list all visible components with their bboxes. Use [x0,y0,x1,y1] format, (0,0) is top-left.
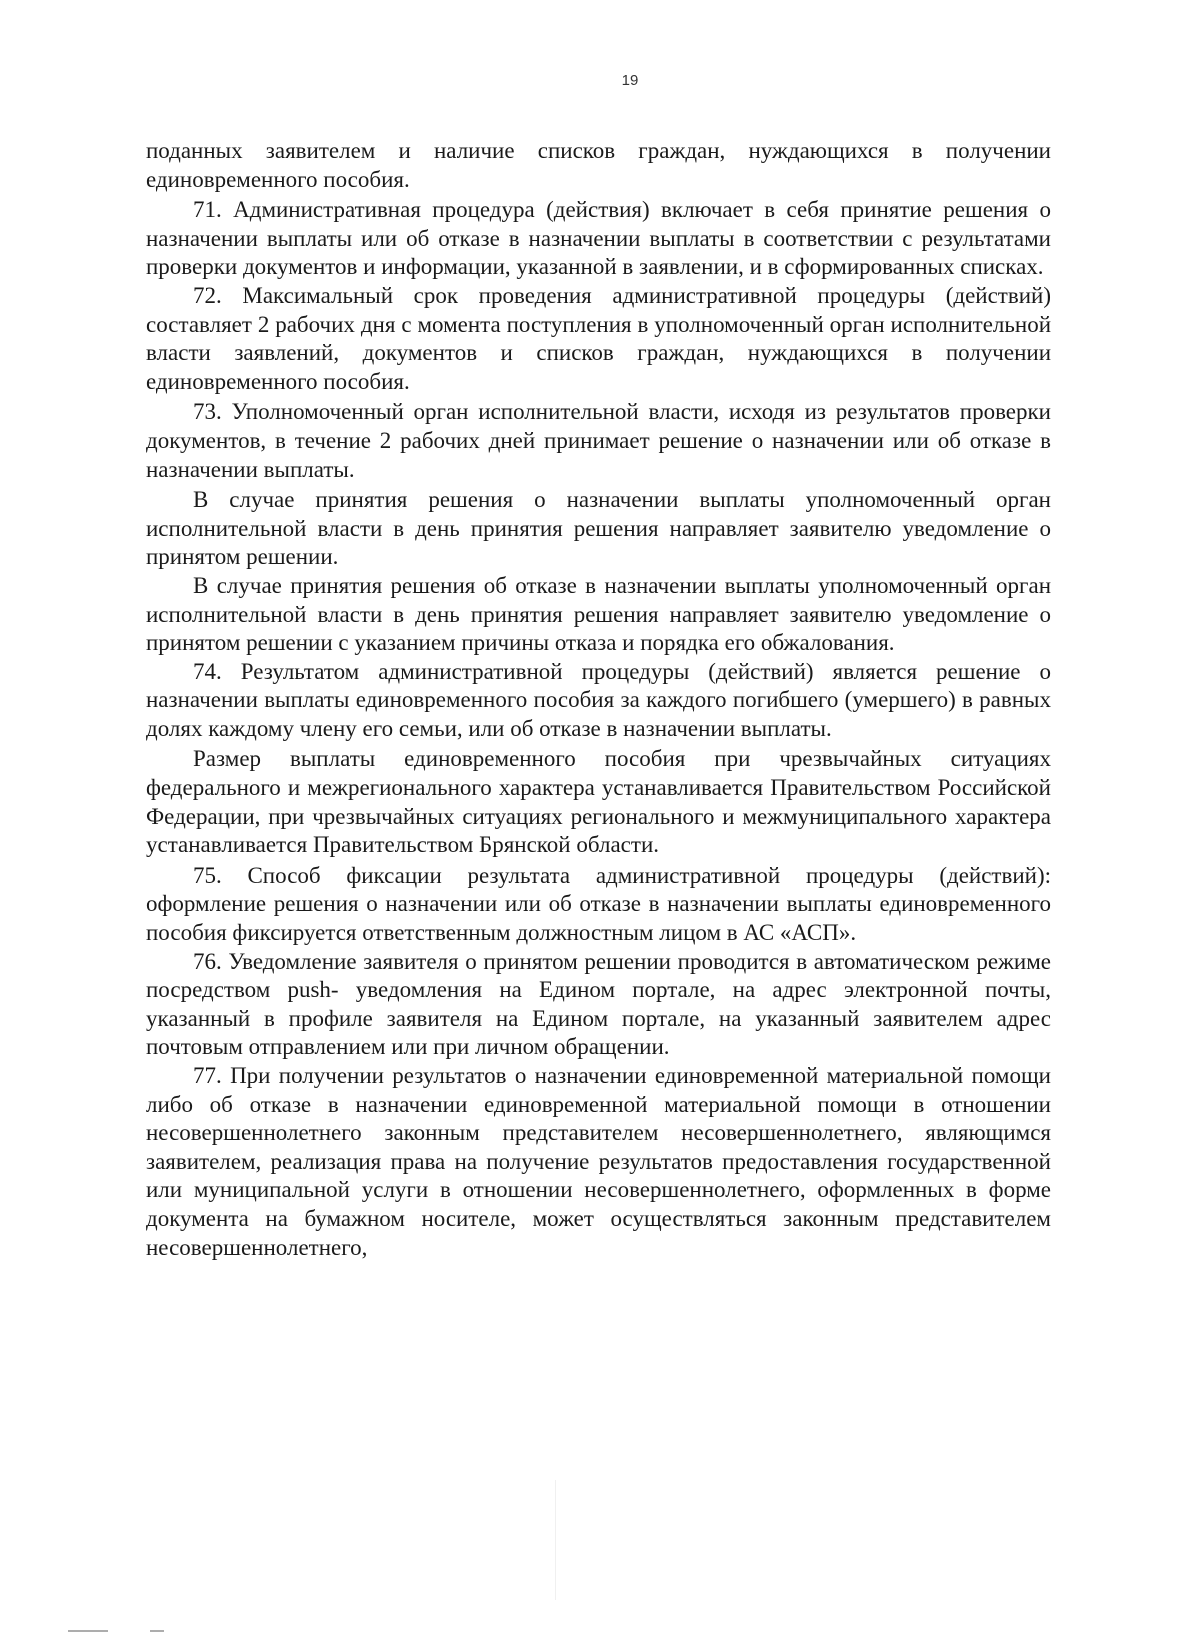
scan-artifact-right [150,1630,164,1632]
page-number: 19 [621,72,639,89]
paragraph-71: 71. Административная процедура (действия) включает в себя принятие решения о назначении выплаты или об отказе в назначении выплаты в соответствии с результатами проверки документов и информации, указанной в заявлении, и в сформированных списках. [146,197,1051,280]
paragraph-74: 74. Результатом административной процедуры (действий) является решение о назначении выплаты единовременного пособия за каждого погибшего (умершего) в равных долях каждому члену его семьи, или об отказе в назначении выплаты. [146,658,1051,741]
document-body [146,137,1051,1262]
paragraph-74-amount: Размер выплаты единовременного пособия при чрезвычайных ситуациях федерального и межрегионального характера устанавливается Правительством Российской Федерации, при чрезвычайных ситуациях регионального и межмуниципального характера устанавливается Правительством Брянской области. [146,746,1051,858]
paragraph-73: 73. Уполномоченный орган исполнительной власти, исходя из результатов проверки документов, в течение 2 рабочих дней принимает решение о назначении или об отказе в назначении выплаты. [146,399,1051,482]
scan-fold-line [555,1480,556,1600]
paragraph-continuation: поданных заявителем и наличие списков граждан, нуждающихся в получении единовременного пособия. [146,138,1051,192]
paragraph-73-refusal: В случае принятия решения об отказе в назначении выплаты уполномоченный орган исполнительной власти в день принятия решения направляет заявителю уведомление о принятом решении с указанием причины отказа и порядка его обжалования. [146,572,1051,656]
paragraph-76: 76. Уведомление заявителя о принятом решении проводится в автоматическом режиме посредством push- уведомления на Едином портале, на адрес электронной почты, указанный в профиле заявителя на Едином портале, на указанный заявителем адрес почтовым отправлением или при личном обращении. [146,948,1051,1060]
paragraph-77: 77. При получении результатов о назначении единовременной материальной помощи либо об отказе в назначении единовременной материальной помощи в отношении несовершеннолетнего законным представителем несовершеннолетнего, являющимся заявителем, реализация права на получение результатов предоставления государственной или муниципальной услуги в отношении несовершеннолетнего, оформленных в форме документа на бумажном носителе, может осуществляться законным представителем несовершеннолетнего, [146,1063,1051,1260]
scan-artifact-left [68,1630,108,1632]
paragraph-73-approval: В случае принятия решения о назначении выплаты уполномоченный орган исполнительной власти в день принятия решения направляет заявителю уведомление о принятом решении. [146,487,1051,570]
paragraph-75: 75. Способ фиксации результата административной процедуры (действий): оформление решения о назначении или об отказе в назначении выплаты единовременного пособия фиксируется ответственным должностным лицом в АС «АСП». [146,862,1051,946]
paragraph-72: 72. Максимальный срок проведения административной процедуры (действий) составляет 2 рабочих дня с момента поступления в уполномоченный орган исполнительной власти заявлений, документов и списков граждан, нуждающихся в получении единовременного пособия. [146,282,1051,394]
